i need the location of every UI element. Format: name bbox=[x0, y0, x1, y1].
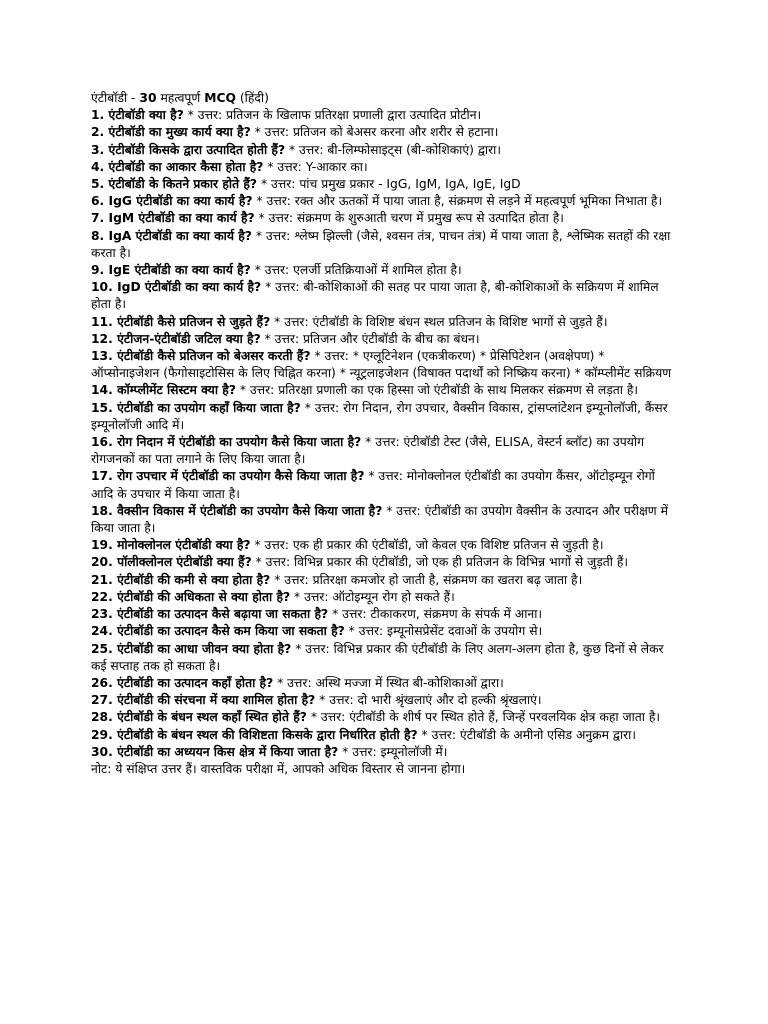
question-number: 3. bbox=[91, 142, 105, 157]
question-number: 2. bbox=[91, 125, 105, 140]
qa-item bbox=[91, 348, 673, 382]
question-text: कॉम्प्लीमेंट सिस्टम क्या है? bbox=[112, 383, 236, 398]
qa-item bbox=[91, 193, 673, 210]
question-text: एंटीबॉडी के बंधन स्थल कहाँ स्थित होते हैं? bbox=[112, 710, 307, 725]
answer-text: * उत्तर: एंटीबॉडी का उपयोग वैक्सीन के उत्पादन और परीक्षण में किया जाता है। bbox=[91, 503, 668, 536]
answer-text: * उत्तर: प्रतिजन को बेअसर करना और शरीर से हटाना। bbox=[250, 125, 499, 140]
answer-text: * उत्तर: संक्रमण के शुरुआती चरण में प्रमुख रूप से उत्पादित होता है। bbox=[254, 211, 564, 226]
qa-item bbox=[91, 692, 673, 709]
answer-text: * उत्तर: रक्त और ऊतकों में पाया जाता है, संक्रमण से लड़ने में महत्वपूर्ण भूमिका निभाता है। bbox=[252, 194, 663, 209]
question-text: रोग निदान में एंटीबॉडी का उपयोग कैसे किया जाता है? bbox=[112, 435, 362, 450]
question-number: 8. IgA bbox=[91, 228, 132, 243]
title-text: एंटीबॉडी - bbox=[91, 91, 140, 105]
qa-item bbox=[91, 159, 673, 176]
qa-item bbox=[91, 210, 673, 227]
qa-item bbox=[91, 142, 673, 159]
qa-item bbox=[91, 228, 673, 262]
answer-text: * उत्तर: बी-कोशिकाओं की सतह पर पाया जाता है, बी-कोशिकाओं के सक्रियण में शामिल होता है। bbox=[91, 280, 659, 312]
question-text: एंटीबॉडी किसके द्वारा उत्पादित होती हैं? bbox=[104, 142, 286, 157]
answer-text: * उत्तर: एलर्जी प्रतिक्रियाओं में शामिल होता है। bbox=[250, 263, 462, 278]
answer-text: * उत्तर: इम्यूनोलॉजी में। bbox=[338, 744, 448, 759]
question-text: एंटीबॉडी का क्या कार्य है? bbox=[131, 194, 253, 209]
question-number: 10. IgD bbox=[91, 280, 141, 295]
qa-item bbox=[91, 641, 673, 675]
question-number: 21. bbox=[91, 572, 113, 587]
question-number: 17. bbox=[91, 469, 113, 484]
question-text: एंटीबॉडी का आधा जीवन क्या होता है? bbox=[112, 641, 292, 656]
question-number: 20. bbox=[91, 555, 113, 570]
answer-text: * उत्तर: एंटीबॉडी के अमीनो एसिड अनुक्रम द्वारा। bbox=[417, 727, 637, 742]
question-number: 29. bbox=[91, 727, 113, 742]
qa-item bbox=[91, 176, 673, 193]
answer-text: * उत्तर: दो भारी श्रृंखलाएं और दो हल्की श्रृंखलाएं। bbox=[315, 693, 542, 708]
question-number: 28. bbox=[91, 710, 113, 725]
question-text: एंटीबॉडी की कमी से क्या होता है? bbox=[112, 572, 271, 587]
title-text: (हिंदी) bbox=[235, 91, 269, 105]
question-text: एंटीबॉडी की अधिकता से क्या होता है? bbox=[112, 589, 291, 604]
answer-text: * उत्तर: रोग निदान, रोग उपचार, वैक्सीन विकास, ट्रांसप्लांटेशन इम्यूनोलॉजी, कैंसर इम्यूनोलॉजी आदि में। bbox=[91, 400, 668, 432]
question-number: 16. bbox=[91, 435, 113, 450]
question-number: 19. bbox=[91, 538, 113, 553]
question-number: 9. IgE bbox=[91, 263, 131, 278]
answer-text: * उत्तर: पांच प्रमुख प्रकार - IgG, IgM, IgA, IgE, IgD bbox=[257, 177, 521, 192]
qa-item bbox=[91, 382, 673, 399]
question-text: एंटीबॉडी का उपयोग कहाँ किया जाता है? bbox=[112, 400, 301, 415]
question-text: एंटीबॉडी का उत्पादन कहाँ होता है? bbox=[112, 675, 274, 690]
question-text: एंटीबॉडी कैसे प्रतिजन को बेअसर करती हैं? bbox=[112, 349, 311, 364]
question-number: 6. IgG bbox=[91, 194, 132, 209]
answer-text: * उत्तर: अस्थि मज्जा में स्थित बी-कोशिकाओं द्वारा। bbox=[273, 675, 504, 690]
question-text: रोग उपचार में एंटीबॉडी का उपयोग कैसे किया जाता है? bbox=[112, 469, 365, 484]
qa-item bbox=[91, 554, 673, 571]
question-text: एंटीबॉडी का आकार कैसा होता है? bbox=[104, 159, 264, 174]
qa-item bbox=[91, 503, 673, 537]
answer-text: * उत्तर: * एग्लूटिनेशन (एकत्रीकरण) * प्रेसिपिटेशन (अवक्षेपण) * ऑप्सोनाइजेशन (फैगोसाइटोसिस के लिए चिह्नित करना) * न्यूट्रलाइजेशन (विषाक्त पदार्थों को निष्क्रिय करना) * कॉम्प्लीमेंट सक्रियण bbox=[91, 349, 672, 381]
qa-item bbox=[91, 572, 673, 589]
qa-item bbox=[91, 727, 673, 744]
answer-text: * उत्तर: प्रतिजन और एंटीबॉडी के बीच का बंधन। bbox=[260, 331, 480, 346]
question-text: पॉलीक्लोनल एंटीबॉडी क्या हैं? bbox=[112, 555, 252, 570]
document-body bbox=[91, 90, 673, 778]
question-text: एंटीबॉडी के बंधन स्थल की विशिष्टता किसके द्वारा निर्धारित होती है? bbox=[112, 727, 418, 742]
qa-item bbox=[91, 107, 673, 124]
answer-text: * उत्तर: प्रतिरक्षा प्रणाली का एक हिस्सा जो एंटीबॉडी के साथ मिलकर संक्रमण से लड़ता है। bbox=[235, 383, 639, 398]
question-number: 5. bbox=[91, 177, 105, 192]
question-text: एंटीबॉडी का उत्पादन कैसे बढ़ाया जा सकता है? bbox=[112, 607, 329, 622]
question-text: एंटीबॉडी का क्या कार्य है? bbox=[131, 228, 252, 243]
question-text: एंटीबॉडी का अध्ययन किस क्षेत्र में किया जाता है? bbox=[112, 744, 339, 759]
question-text: एंटीबॉडी क्या है? bbox=[104, 108, 184, 123]
answer-text: * उत्तर: एंटीबॉडी के शीर्ष पर स्थित होते हैं, जिन्हें परवलयिक क्षेत्र कहा जाता है। bbox=[306, 710, 661, 725]
answer-text: * उत्तर: श्लेष्म झिल्ली (जैसे, श्वसन तंत्र, पाचन तंत्र) में पाया जाता है, श्लेष्मिक सतहों की रक्षा करता है। bbox=[91, 228, 671, 260]
qa-item bbox=[91, 400, 673, 434]
qa-item bbox=[91, 709, 673, 726]
title-text: महत्वपूर्ण bbox=[156, 91, 205, 105]
question-text: एंटीजन-एंटीबॉडी जटिल क्या है? bbox=[112, 331, 261, 346]
question-number: 7. IgM bbox=[91, 211, 135, 226]
question-number: 22. bbox=[91, 589, 113, 604]
question-number: 26. bbox=[91, 675, 113, 690]
qa-list bbox=[91, 107, 673, 761]
question-number: 23. bbox=[91, 607, 113, 622]
qa-item bbox=[91, 744, 673, 761]
qa-item bbox=[91, 537, 673, 554]
title-number: 30 bbox=[139, 91, 157, 105]
question-number: 15. bbox=[91, 400, 113, 415]
qa-item bbox=[91, 124, 673, 141]
answer-text: * उत्तर: मोनोक्लोनल एंटीबॉडी का उपयोग कैंसर, ऑटोइम्यून रोगों आदि के उपचार में किया जाता है। bbox=[91, 469, 655, 501]
qa-item bbox=[91, 331, 673, 348]
question-number: 12. bbox=[91, 331, 113, 346]
qa-item bbox=[91, 262, 673, 279]
qa-item bbox=[91, 589, 673, 606]
question-number: 25. bbox=[91, 641, 113, 656]
question-text: एंटीबॉडी का उत्पादन कैसे कम किया जा सकता है? bbox=[112, 624, 345, 639]
question-number: 27. bbox=[91, 693, 113, 708]
question-number: 14. bbox=[91, 383, 113, 398]
question-number: 1. bbox=[91, 108, 105, 123]
qa-item bbox=[91, 468, 673, 502]
answer-text: * उत्तर: Y-आकार का। bbox=[263, 159, 368, 174]
qa-item bbox=[91, 675, 673, 692]
qa-item bbox=[91, 314, 673, 331]
question-number: 18. bbox=[91, 503, 113, 518]
question-number: 4. bbox=[91, 159, 105, 174]
answer-text: * उत्तर: एक ही प्रकार की एंटीबॉडी, जो केवल एक विशिष्ट प्रतिजन से जुड़ती है। bbox=[250, 538, 604, 553]
answer-text: * उत्तर: इम्यूनोसप्रेसेंट दवाओं के उपयोग से। bbox=[344, 624, 543, 639]
question-text: एंटीबॉडी के कितने प्रकार होते हैं? bbox=[104, 177, 258, 192]
answer-text: * उत्तर: ऑटोइम्यून रोग हो सकते हैं। bbox=[290, 589, 455, 604]
question-text: वैक्सीन विकास में एंटीबॉडी का उपयोग कैसे किया जाता है? bbox=[112, 503, 383, 518]
title-acronym: MCQ bbox=[204, 91, 236, 105]
question-text: मोनोक्लोनल एंटीबॉडी क्या है? bbox=[112, 538, 251, 553]
answer-text: * उत्तर: प्रतिरक्षा कमजोर हो जाती है, संक्रमण का खतरा बढ़ जाता है। bbox=[270, 572, 583, 587]
question-number: 24. bbox=[91, 624, 113, 639]
question-text: एंटीबॉडी का मुख्य कार्य क्या है? bbox=[104, 125, 251, 140]
answer-text: * उत्तर: बी-लिम्फोसाइट्स (बी-कोशिकाएं) द्वारा। bbox=[285, 142, 501, 157]
answer-text: * उत्तर: प्रतिजन के खिलाफ प्रतिरक्षा प्रणाली द्वारा उत्पादित प्रोटीन। bbox=[183, 108, 482, 123]
question-number: 30. bbox=[91, 744, 113, 759]
question-text: एंटीबॉडी का क्या कार्य है? bbox=[140, 280, 262, 295]
answer-text: * उत्तर: एंटीबॉडी के विशिष्ट बंधन स्थल प्रतिजन के विशिष्ट भागों से जुड़ते हैं। bbox=[270, 314, 608, 329]
question-text: एंटीबॉडी का क्या कार्य है? bbox=[134, 211, 255, 226]
document-title bbox=[91, 90, 673, 107]
qa-item bbox=[91, 434, 673, 468]
qa-item bbox=[91, 279, 673, 313]
question-text: एंटीबॉडी कैसे प्रतिजन से जुड़ते हैं? bbox=[112, 314, 271, 329]
answer-text: * उत्तर: एंटीबॉडी टेस्ट (जैसे, ELISA, वेस्टर्न ब्लॉट) का उपयोग रोगजनकों का पता लगाने के लिए किया जाता है। bbox=[91, 435, 645, 467]
question-number: 13. bbox=[91, 349, 113, 364]
document-note: नोट: ये संक्षिप्त उत्तर हैं। वास्तविक परीक्षा में, आपको अधिक विस्तार से जानना होगा। bbox=[91, 761, 466, 776]
question-number: 11. bbox=[91, 314, 113, 329]
answer-text: * उत्तर: टीकाकरण, संक्रमण के संपर्क में आना। bbox=[328, 607, 543, 622]
question-text: एंटीबॉडी की संरचना में क्या शामिल होता है? bbox=[112, 693, 316, 708]
qa-item bbox=[91, 623, 673, 640]
answer-text: * उत्तर: विभिन्न प्रकार की एंटीबॉडी, जो एक ही प्रतिजन के विभिन्न भागों से जुड़ती हैं। bbox=[251, 555, 629, 570]
qa-item bbox=[91, 606, 673, 623]
question-text: एंटीबॉडी का क्या कार्य है? bbox=[130, 263, 251, 278]
answer-text: * उत्तर: विभिन्न प्रकार की एंटीबॉडी के लिए अलग-अलग होता है, कुछ दिनों से लेकर कई सप्ताह तक हो सकता है। bbox=[91, 641, 664, 673]
